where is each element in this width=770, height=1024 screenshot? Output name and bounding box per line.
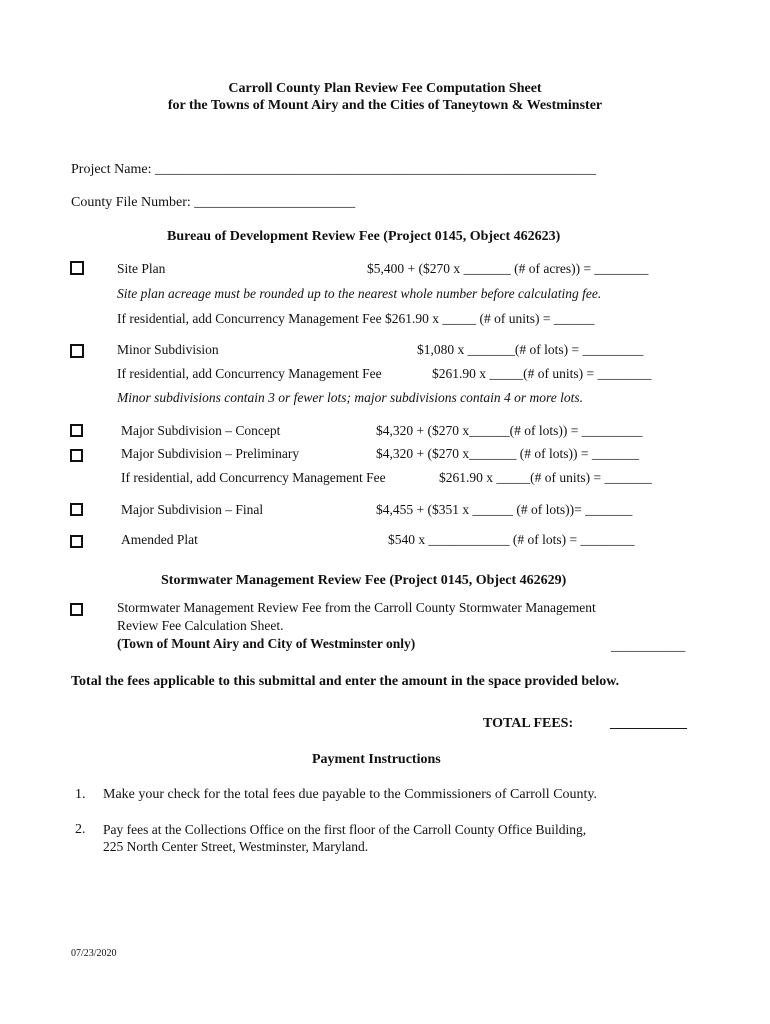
payment-item-2-line-2: 225 North Center Street, Westminster, Maryland. — [103, 839, 369, 854]
site-plan-formula[interactable]: $5,400 + ($270 x _______ (# of acres)) = ________ — [367, 261, 649, 276]
major-residential-label: If residential, add Concurrency Management Fee — [121, 470, 386, 485]
payment-item-2-number: 2. — [75, 822, 86, 837]
minor-subdivision-formula[interactable]: $1,080 x _______(# of lots) = _________ — [417, 342, 644, 357]
minor-subdivision-label: Minor Subdivision — [117, 342, 219, 357]
revision-date: 07/23/2020 — [71, 948, 117, 959]
stormwater-heading: Stormwater Management Review Fee (Project 0145, Object 462629) — [161, 573, 567, 588]
payment-item-1-number: 1. — [75, 787, 86, 802]
major-concept-label: Major Subdivision – Concept — [121, 423, 281, 438]
stormwater-fee-blank[interactable]: ___________ — [611, 638, 686, 653]
total-instruction: Total the fees applicable to this submittal and enter the amount in the space provided below. — [71, 674, 620, 689]
amended-plat-checkbox[interactable] — [70, 535, 83, 548]
major-residential-formula[interactable]: $261.90 x _____(# of units) = _______ — [439, 470, 652, 485]
total-fees-label: TOTAL FEES: — [483, 716, 574, 731]
major-concept-formula[interactable]: $4,320 + ($270 x______(# of lots)) = _________ — [376, 423, 643, 438]
major-preliminary-formula[interactable]: $4,320 + ($270 x_______ (# of lots)) = _______ — [376, 446, 640, 461]
site-plan-residential[interactable]: If residential, add Concurrency Management Fee $261.90 x _____ (# of units) = ______ — [117, 311, 595, 326]
payment-item-1: Make your check for the total fees due payable to the Commissioners of Carroll County. — [103, 787, 598, 802]
major-final-label: Major Subdivision – Final — [121, 502, 264, 517]
site-plan-label: Site Plan — [117, 261, 166, 276]
site-plan-note: Site plan acreage must be rounded up to the nearest whole number before calculating fee. — [117, 286, 602, 301]
stormwater-checkbox[interactable] — [70, 603, 83, 616]
payment-heading: Payment Instructions — [312, 752, 441, 767]
stormwater-line-3: (Town of Mount Airy and City of Westminster only) — [117, 636, 416, 651]
amended-plat-label: Amended Plat — [121, 532, 198, 547]
major-concept-checkbox[interactable] — [70, 424, 83, 437]
county-file-number-field[interactable]: County File Number: _______________________ — [71, 195, 356, 210]
minor-residential-formula[interactable]: $261.90 x _____(# of units) = ________ — [432, 366, 652, 381]
minor-subdivision-note: Minor subdivisions contain 3 or fewer lots; major subdivisions contain 4 or more lots. — [117, 390, 584, 405]
amended-plat-formula[interactable]: $540 x ____________ (# of lots) = ________ — [388, 532, 635, 547]
payment-item-2-line-1: Pay fees at the Collections Office on the first floor of the Carroll County Office Building, — [103, 822, 587, 837]
minor-residential-label: If residential, add Concurrency Management Fee — [117, 366, 382, 381]
site-plan-checkbox[interactable] — [70, 261, 84, 275]
minor-subdivision-checkbox[interactable] — [70, 344, 84, 358]
major-final-formula[interactable]: $4,455 + ($351 x ______ (# of lots))= _______ — [376, 502, 633, 517]
stormwater-line-1: Stormwater Management Review Fee from the Carroll County Stormwater Management — [117, 600, 596, 615]
bureau-heading: Bureau of Development Review Fee (Project 0145, Object 462623) — [167, 229, 561, 244]
total-fees-blank[interactable]: ___________ — [610, 716, 687, 731]
stormwater-line-2: Review Fee Calculation Sheet. — [117, 618, 284, 633]
major-final-checkbox[interactable] — [70, 503, 83, 516]
document-title: Carroll County Plan Review Fee Computation Sheet — [228, 81, 542, 96]
document-subtitle: for the Towns of Mount Airy and the Cities of Taneytown & Westminster — [167, 98, 603, 113]
major-preliminary-label: Major Subdivision – Preliminary — [121, 446, 300, 461]
major-preliminary-checkbox[interactable] — [70, 449, 83, 462]
project-name-field[interactable]: Project Name: _______________________________________________________________ — [71, 162, 596, 177]
